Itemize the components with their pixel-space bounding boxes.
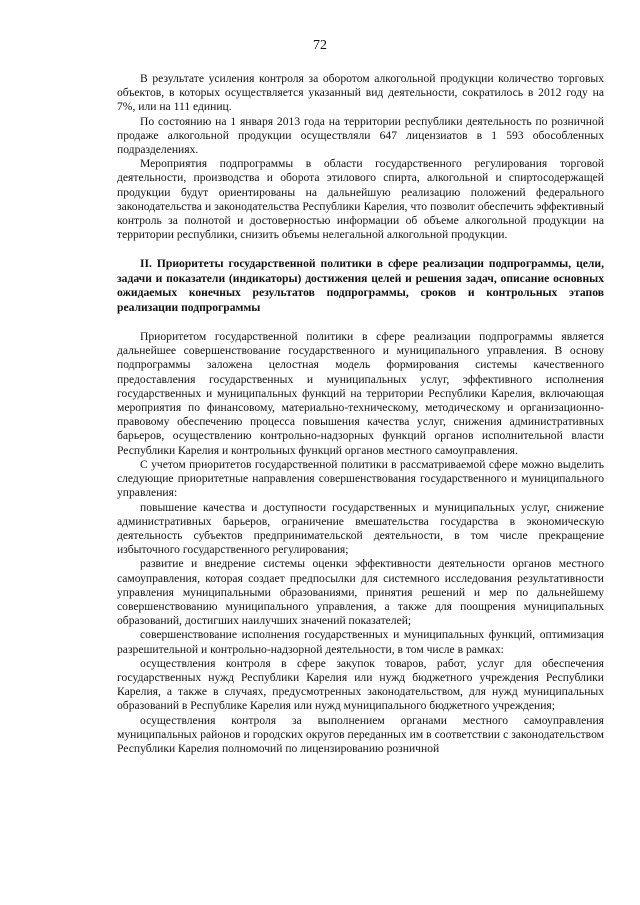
- paragraph: В результате усиления контроля за оборотом алкогольной продукции количество торговых объектов, в которых осуществляется указанный вид деятельности, сократилось в 2012 году на 7%, или на 111 единиц.: [117, 72, 604, 114]
- paragraph: Мероприятия подпрограммы в области государственного регулирования торговой деятельности, производства и оборота этилового спирта, алкогольной и спиртосодержащей продукции будут ориентированы на дальнейшую реализацию положений федерального законодательства и законодательства Республики Карелия, что позволит обеспечить эффективный контроль за полнотой и достоверностью информации об объеме алкогольной продукции на территории республики, снизить объемы нелегальной алкогольной продукции.: [117, 157, 604, 242]
- list-item: развитие и внедрение системы оценки эффективности деятельности органов местного самоуправления, которая создает предпосылки для системного исследования результативности управления муниципальными образованиями, принятия решений и мер по дальнейшему совершенствованию муниципального управления, а также для поощрения муниципальных образований, достигших наилучших значений показателей;: [117, 557, 604, 628]
- paragraph: Приоритетом государственной политики в сфере реализации подпрограммы является дальнейшее совершенствование государственного и муниципального управления. В основу подпрограммы заложена целостная модель формирования системы качественного предоставления государственных и муниципальных услуг, эффективного исполнения государственных и муниципальных функций на территории Республики Карелия, включающая мероприятия по финансовому, материально-техническому, методическому и организационно-правовому обеспечению процесса повышения качества услуг, снижения административных барьеров, осуществлению контрольно-надзорных функций органов исполнительной власти Республики Карелия и контрольных функций органов местного самоуправления.: [117, 330, 604, 457]
- document-body: [117, 72, 604, 756]
- page-number: 72: [313, 38, 327, 53]
- paragraph: С учетом приоритетов государственной политики в рассматриваемой сфере можно выделить следующие приоритетные направления совершенствования государственного и муниципального управления:: [117, 457, 604, 500]
- list-item: осуществления контроля за выполнением органами местного самоуправления муниципальных районов и городских округов переданных им в соответствии с законодательством Республики Карелия полномочий по лицензированию розничной: [117, 713, 604, 755]
- paragraph: По состоянию на 1 января 2013 года на территории республики деятельность по розничной продаже алкогольной продукции осуществляли 647 лицензиатов в 1 593 обособленных подразделениях.: [117, 114, 604, 157]
- list-item: осуществления контроля в сфере закупок товаров, работ, услуг для обеспечения государственных нужд Республики Карелия или нужд бюджетного учреждения Республики Карелия, а также в случаях, предусмотренных законодательством, для нужд муниципальных образований в Республике Карелия или нужд муниципального бюджетного учреждения;: [117, 656, 604, 713]
- section-heading: II. Приоритеты государственной политики в сфере реализации подпрограммы, цели, задачи и показатели (индикаторы) достижения целей и решения задач, описание основных ожидаемых конечных результатов подпрограммы, сроков и контрольных этапов реализации подпрограммы: [117, 257, 604, 314]
- list-item: повышение качества и доступности государственных и муниципальных услуг, снижение административных барьеров, ограничение вмешательства государства в экономическую деятельность субъектов предпринимательской деятельности, в том числе прекращение избыточного государственного регулирования;: [117, 500, 604, 557]
- list-item: совершенствование исполнения государственных и муниципальных функций, оптимизация разрешительной и контрольно-надзорной деятельности, в том числе в рамках:: [117, 628, 604, 656]
